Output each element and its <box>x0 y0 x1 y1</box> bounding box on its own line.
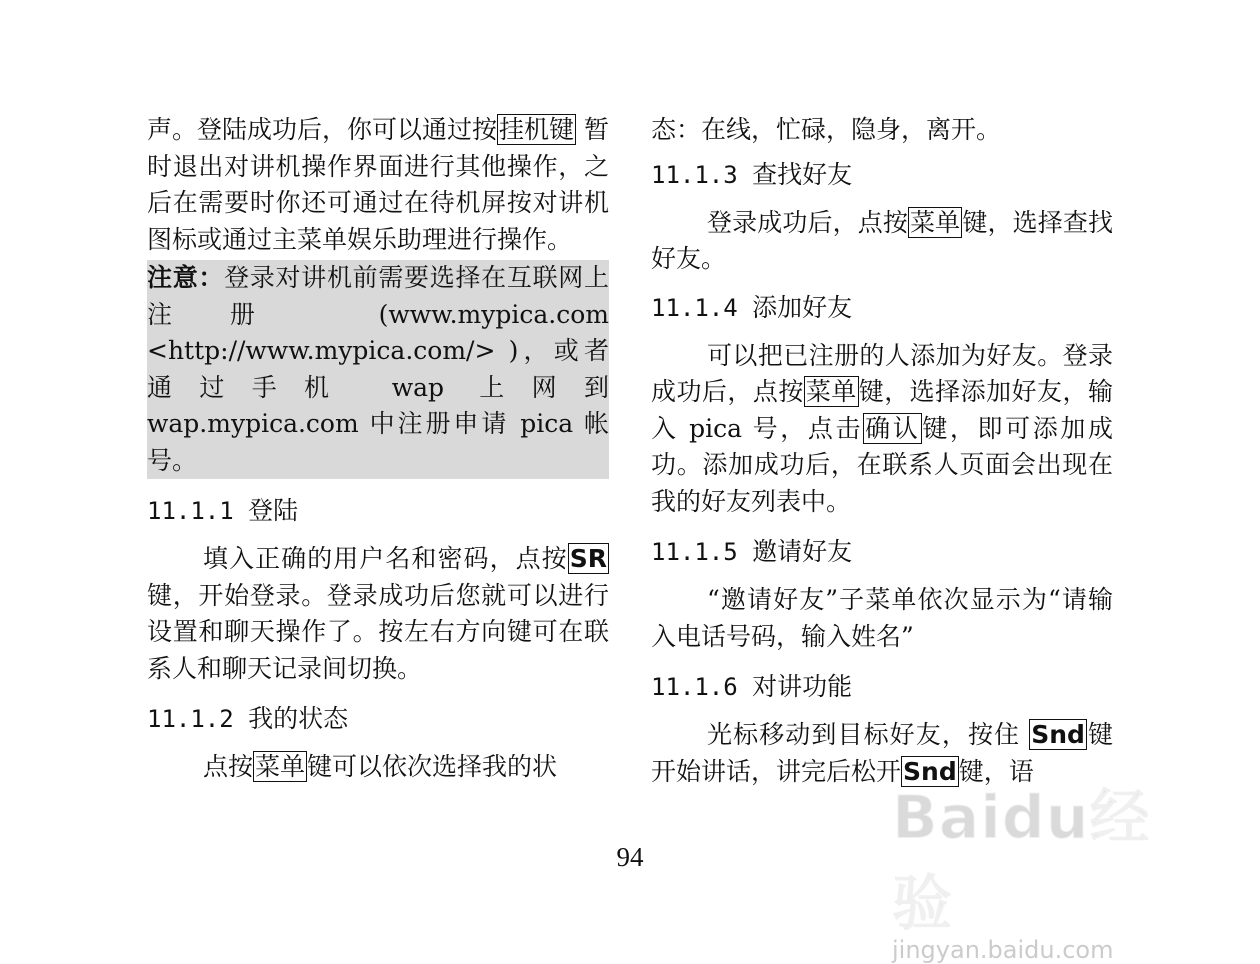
note-text: 登录对讲机前需要选择在互联网上注册 (www.mypica.com <http://www.mypica.com/> )，或者通过手机 wap 上网到 wap.mypica.com 中注册申请 pica 帐号。 <box>147 263 609 475</box>
text-run: 暂时退出对讲机操作界面进行其他操作，之后在需要时你还可通过在待机屏按对讲机图标或通过主菜单娱乐助理进行操作。 <box>147 115 609 254</box>
text-run: 键，开始登录。登录成功后您就可以进行设置和聊天操作了。按左右方向键可在联系人和聊天记录间切换。 <box>147 580 609 683</box>
key-menu: 菜单 <box>910 207 961 237</box>
text-run: 键，即可添加成功。添加成功后，在联系人页面会出现在我的好友列表中。 <box>651 413 1113 516</box>
section-title: 添加好友 <box>752 292 853 322</box>
text-run: 键，语 <box>958 756 1034 786</box>
intro-paragraph <box>147 112 609 258</box>
text-run: 键，选择查找好友。 <box>651 207 1113 273</box>
text-run: 键可以依次选择我的状 <box>307 752 558 781</box>
text-run: 键，选择添加好友，输入 pica 号，点击 <box>651 377 1113 443</box>
watermark-url: jingyan.baidu.com <box>892 936 1114 964</box>
section-heading-11-1-1 <box>147 493 609 529</box>
left-column <box>147 112 609 786</box>
text-run: 可以把已注册的人添加为好友。登录成功后，点按 <box>651 340 1113 406</box>
key-snd: Snd <box>1031 720 1085 749</box>
section-number: 11.1.3 <box>651 160 738 189</box>
key-confirm: 确认 <box>865 413 921 443</box>
section-number: 11.1.2 <box>147 705 234 733</box>
section-heading-11-1-5 <box>651 534 1113 570</box>
text-run: 键开始讲话，讲完后松开 <box>651 720 1113 786</box>
text-run: 光标移动到目标好友，按住 <box>707 720 1030 749</box>
key-menu: 菜单 <box>805 377 857 406</box>
section-number: 11.1.1 <box>147 497 234 525</box>
text-run: 点按 <box>203 752 254 781</box>
section-heading-11-1-2 <box>147 701 609 737</box>
find-friend-paragraph <box>651 205 1113 278</box>
add-friend-paragraph <box>651 338 1113 521</box>
section-title: 登陆 <box>248 496 299 525</box>
invite-friend-paragraph: “邀请好友”子菜单依次显示为“请输入电话号码，输入姓名” <box>651 585 1113 651</box>
section-number: 11.1.6 <box>651 673 738 701</box>
key-sr: SR <box>569 544 607 573</box>
section-heading-11-1-3 <box>651 157 1113 193</box>
section-title: 查找好友 <box>752 159 853 189</box>
section-title: 对讲功能 <box>752 672 853 701</box>
key-hangup: 挂机键 <box>499 115 575 144</box>
section-title: 我的状态 <box>248 704 349 733</box>
watermark-brand: Baidu经验 <box>892 783 1151 939</box>
key-snd: Snd <box>903 756 957 786</box>
note-label: 注意： <box>147 263 225 292</box>
status-continued: 态：在线，忙碌，隐身，离开。 <box>651 115 1002 144</box>
section-heading-11-1-6 <box>651 669 1113 705</box>
text-run: 登录成功后，点按 <box>707 207 909 237</box>
section-number: 11.1.4 <box>651 293 738 322</box>
text-run: 声。登陆成功后，你可以通过按 <box>147 115 498 144</box>
right-column <box>651 112 1113 790</box>
note-box <box>147 260 609 479</box>
page-number: 94 <box>616 842 644 872</box>
talk-paragraph <box>651 717 1113 790</box>
section-title: 邀请好友 <box>752 537 853 566</box>
key-menu: 菜单 <box>255 752 306 781</box>
section-heading-11-1-4 <box>651 290 1113 326</box>
text-run: 填入正确的用户名和密码，点按 <box>203 544 568 573</box>
login-paragraph <box>147 541 609 687</box>
section-number: 11.1.5 <box>651 538 738 566</box>
status-paragraph <box>147 749 609 786</box>
